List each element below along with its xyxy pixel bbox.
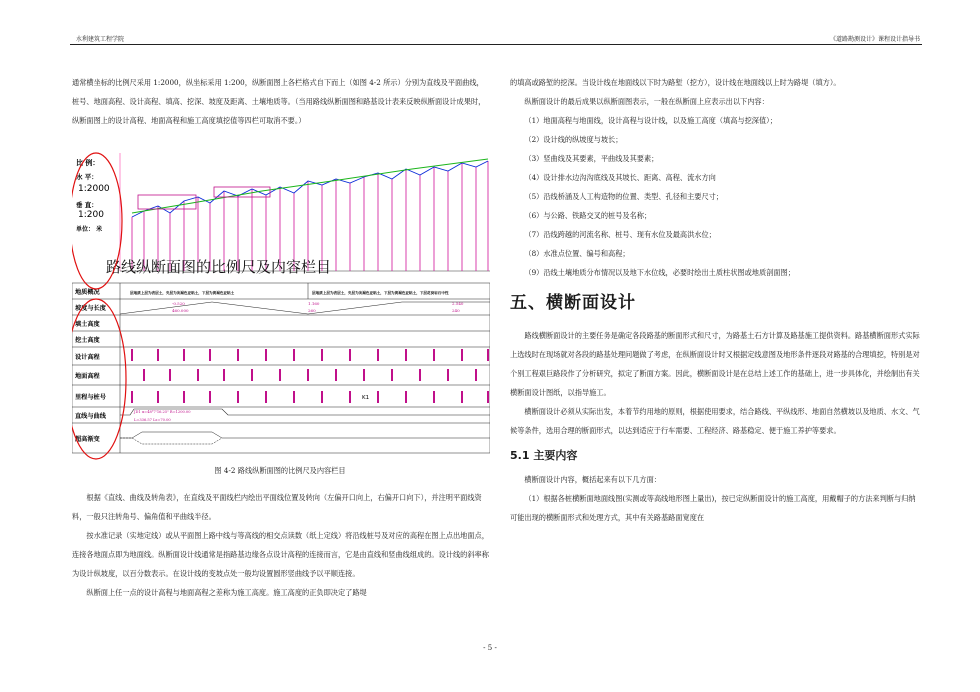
subsection-title: 5.1 主要内容: [510, 449, 578, 462]
table-tick-mark: [377, 349, 379, 361]
table-tick-mark: [377, 391, 379, 403]
table-tick-mark: [461, 391, 463, 403]
left-para-1: 通常横坐标的比例尺采用 1:2000，纵坐标采用 1:200，纵断面图上各栏格式自下而上（如图 4-2 所示）分别为直线及平面曲线，桩号、地面高程、设计高程、填高、挖深、坡度及距离、土壤地质等。（当用路线纵断面图和路基设计表来反映纵断面设计成果时，纵断面图上的设计高程、地面高程和施工高度填挖值等四栏可取消不要。）: [72, 78, 486, 125]
profile-figure: [72, 151, 490, 461]
table-tick-mark: [433, 349, 435, 361]
row-label-superelevation: 超高渐变: [75, 436, 100, 443]
table-tick-mark: [405, 349, 407, 361]
figure-caption: 图 4-2 路线纵断面图的比例尺及内容栏目: [214, 466, 346, 475]
table-tick-mark: [209, 391, 211, 403]
row-label-curve: 直线与曲线: [75, 413, 106, 420]
table-tick-mark: [197, 369, 199, 381]
table-tick-mark: [293, 391, 295, 403]
right-para-2: 纵断面设计的最后成果以纵断面图表示，一般在纵断面上应表示出以下内容：: [524, 97, 769, 106]
list-item: （5）沿线桥涵及人工构造物的位置、类型、孔径和主要尺寸；: [524, 192, 724, 201]
right-para-3: 路线横断面设计的主要任务是确定各段路基的断面形式和尺寸，为路基土石方计算及路基施工提供资料。路基横断面形式实际上选线时在现场就对各段的路基处理问题做了考虑，在纵断面设计时又根据定线意图及地形条件逐段对路基的合理填挖，特别是对个别工程艰巨路段作了分析研究，拟定了断面方案。因此，横断面设计是在总结上述工作的基础上，进一步具体化，并绘制出有关横断面设计图纸，以指导施工。: [510, 331, 920, 397]
right-para-1: 的填高或路堑的挖深。当设计线在地面线以下时为路堑（挖方），设计线在地面线以上时为路堤（填方）。: [510, 78, 841, 87]
list-item: （2）设计线的纵坡度与坡长；: [524, 135, 623, 144]
overlay-title: 路线纵断面图的比例尺及内容栏目: [106, 258, 332, 276]
table-tick-mark: [169, 369, 171, 381]
table-tick-mark: [265, 349, 267, 361]
table-tick-mark: [223, 369, 225, 381]
table-tick-mark: [157, 391, 159, 403]
h-scale-value: 1:2000: [78, 184, 110, 194]
table-tick-mark: [237, 349, 239, 361]
right-para-4: 横断面设计必须从实际出发，本着节约用地的原则，根据使用要求，结合路线、平纵线形、地面自然横坡以及地质、水文、气候等条件，选用合理的断面形式，以达到适应于行车需要、工程经济、路基稳定、便于施工养护等要求。: [510, 407, 920, 435]
table-tick-mark: [131, 349, 133, 361]
left-para-3: 按水准记录（实地定线）或从平面图上路中线与等高线的相交点读数（纸上定线）将沿线桩号及对应的高程在图上点出地面点，连接各地面点即为地面线。纵断面设计线通常是指路基边缘各点设计高程的连接而言，它是由直线和竖曲线组成的。设计线的斜率称为设计纵坡度，以百分数表示。在设计线的变坡点处一般均设置圆形竖曲线予以平顺连接。: [72, 531, 489, 578]
table-tick-mark: [475, 369, 477, 381]
header-right: 《道路勘测设计》课程设计指导书: [829, 36, 920, 43]
list-item: （6）与公路、铁路交叉的桩号及名称；: [524, 211, 652, 220]
v-scale-value: 1:200: [78, 210, 104, 220]
right-para-5: 横断面设计内容，概括起来有以下几方面：: [524, 475, 661, 484]
slope-2-length: 260: [308, 308, 316, 313]
table-tick-mark: [321, 391, 323, 403]
geology-text-1: 层地质上层为表层土，夹层为灰褐色亚粘土，下层为黄褐色亚粘土: [130, 291, 235, 295]
row-label-ground-elev: 地面高程: [75, 373, 100, 380]
right-para-6: （1）根据各桩横断面地面线图(实测或等高线地形图上量出)，按已定纵断面设计的施工高度，用戴帽子的方法来判断与归纳可能出现的横断面形式和处理方式，其中有关路基路面宽度在: [510, 494, 916, 522]
left-column-bottom: [72, 488, 490, 602]
row-label-design-elev: 设计高程: [75, 354, 100, 361]
table-tick-mark: [131, 391, 133, 403]
header-rule: [70, 44, 922, 45]
left-column-top: [72, 73, 490, 130]
list-item: （8）水准点位置、编号和高程；: [524, 249, 630, 258]
slope-3-grade: 2.540: [452, 301, 464, 306]
curve-text-1: JD1 α=48°7'16.25" R=1200.00: [134, 410, 191, 414]
table-tick-mark: [433, 391, 435, 403]
scale-label: 比 例：: [76, 159, 100, 167]
list-item: （9）沿线土壤地质分布情况以及地下水位线，必要时绘出土质柱状图或地质剖面图；: [524, 268, 795, 277]
left-para-2: 根据《直线、曲线及转角表》，在直线及平面线栏内绘出平面线位置及转向（左偏开口向上，右偏开口向下），并注明平面线资料，一般只注转角号、偏角值和平曲线半径。: [72, 493, 482, 521]
table-tick-mark: [293, 349, 295, 361]
list-item: （7）沿线跨越的河流名称、桩号、现有水位及最高洪水位；: [524, 230, 716, 239]
left-para-4: 纵断面上任一点的设计高程与地面高程之差称为施工高度。施工高度的正负即决定了路堤: [86, 588, 367, 597]
slope-2-grade: 1.160: [308, 301, 320, 306]
row-label-slope: 坡度与长度: [75, 305, 106, 312]
table-tick-mark: [335, 369, 337, 381]
table-tick-mark: [461, 349, 463, 361]
table-tick-mark: [265, 391, 267, 403]
slope-3-length: 240: [452, 308, 460, 313]
right-column: [510, 73, 922, 527]
row-label-cut: 挖土高度: [75, 337, 100, 344]
table-tick-mark: [307, 369, 309, 381]
curve-text-2: L=336.57 Ls=70.00: [134, 418, 171, 422]
slope-1-length: 460.000: [172, 308, 189, 313]
table-tick-mark: [279, 369, 281, 381]
table-tick-mark: [349, 391, 351, 403]
table-tick-mark: [405, 391, 407, 403]
table-tick-mark: [487, 391, 489, 403]
geology-text-2: 层地质上层为表层土，夹层为灰褐色亚粘土，下层为黄褐色亚粘土，下层花岗岩石中性: [312, 291, 449, 295]
table-tick-mark: [419, 369, 421, 381]
unit-label: 单位： 米: [76, 226, 103, 233]
table-tick-mark: [157, 349, 159, 361]
table-tick-mark: [349, 349, 351, 361]
row-label-fill: 填土高度: [75, 321, 100, 328]
table-tick-mark: [183, 349, 185, 361]
table-tick-mark: [143, 369, 145, 381]
table-tick-mark: [251, 369, 253, 381]
table-tick-mark: [487, 349, 489, 361]
table-tick-mark: [391, 369, 393, 381]
chainage-k1: K1: [362, 395, 370, 401]
table-tick-mark: [183, 391, 185, 403]
slope-1-grade: -0.520: [172, 301, 185, 306]
page-number: - 5 -: [483, 644, 497, 652]
table-tick-mark: [237, 391, 239, 403]
header-left: 水利建筑工程学院: [76, 36, 125, 43]
v-scale-label: 垂 直：: [76, 201, 98, 209]
content-list: [510, 111, 922, 282]
table-tick-mark: [447, 369, 449, 381]
table-tick-mark: [321, 349, 323, 361]
list-item: （4）设计排水边沟沟底线及其坡长、距离、高程、流水方向: [524, 173, 716, 182]
h-scale-label: 水 平：: [76, 173, 98, 181]
row-label-geology: 地质概况: [75, 289, 100, 296]
section-title: 五、横断面设计: [510, 293, 636, 313]
table-tick-mark: [363, 369, 365, 381]
list-item: （3）竖曲线及其要素，平曲线及其要素；: [524, 154, 659, 163]
table-tick-mark: [209, 349, 211, 361]
list-item: （1）地面高程与地面线，设计高程与设计线，以及施工高度（填高与挖深值）；: [524, 116, 777, 125]
row-label-chainage: 里程与桩号: [75, 394, 106, 401]
